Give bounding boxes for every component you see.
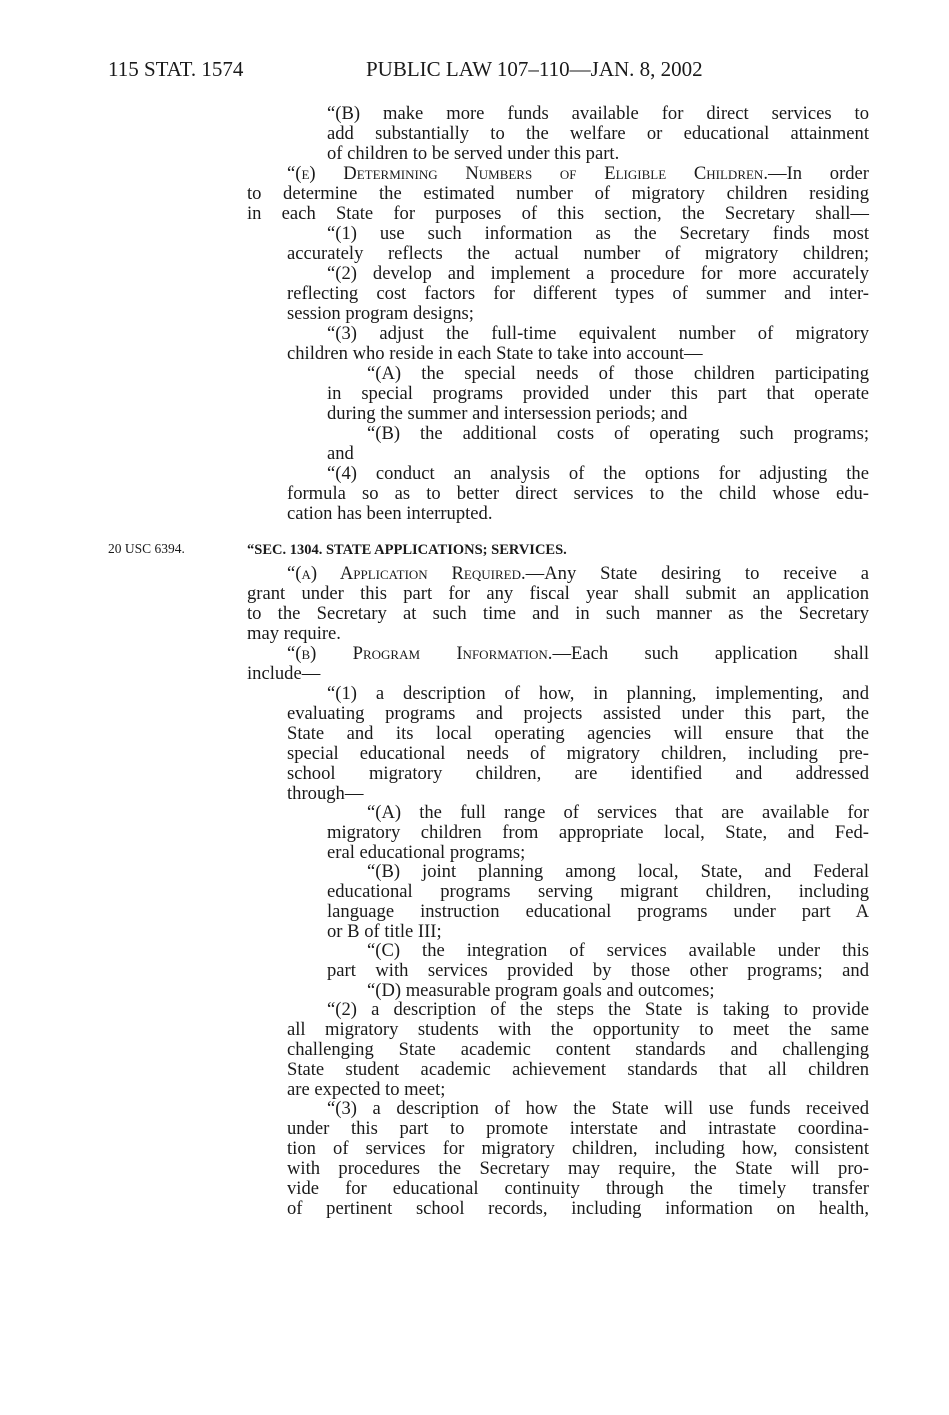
subsection-b-heading: “(b) Program Information. bbox=[287, 643, 553, 664]
text-line: are expected to meet; bbox=[287, 1079, 446, 1100]
text-line: “(A) the full range of services that are available for bbox=[367, 802, 869, 823]
text-run: —Any State desiring to receive a bbox=[525, 563, 869, 584]
text-line: challenging State academic content standards and challenging bbox=[287, 1039, 869, 1060]
text-line: State student academic achievement standards that all children bbox=[287, 1059, 869, 1080]
text-line: evaluating programs and projects assisted under this part, the bbox=[287, 703, 869, 724]
text-line: school migratory children, are identified and addressed bbox=[287, 763, 869, 784]
text-line: migratory children from appropriate local, State, and Fed- bbox=[327, 822, 869, 843]
section-heading: “SEC. 1304. STATE APPLICATIONS; SERVICES. bbox=[247, 542, 567, 558]
text-line: of children to be served under this part. bbox=[327, 143, 620, 164]
subsection-b-heading-line bbox=[287, 644, 869, 664]
text-line: “(B) the additional costs of operating such programs; bbox=[367, 423, 869, 444]
text-line: “(3) a description of how the State will use funds received bbox=[327, 1098, 869, 1119]
text-line: during the summer and intersession periods; and bbox=[327, 403, 688, 424]
text-line: reflecting cost factors for different types of summer and inter- bbox=[287, 283, 869, 304]
text-line: “(B) joint planning among local, State, and Federal bbox=[367, 861, 869, 882]
text-line: “(2) a description of the steps the State is taking to provide bbox=[327, 999, 869, 1020]
text-line: to determine the estimated number of migratory children residing bbox=[247, 183, 869, 204]
text-line: or B of title III; bbox=[327, 921, 442, 942]
page-number: 115 STAT. 1574 bbox=[108, 57, 244, 81]
law-title: PUBLIC LAW 107–110—JAN. 8, 2002 bbox=[366, 57, 703, 81]
text-line: all migratory students with the opportunity to meet the same bbox=[287, 1019, 869, 1040]
text-line: special educational needs of migratory children, including pre- bbox=[287, 743, 869, 764]
text-line: “(A) the special needs of those children participating bbox=[367, 363, 869, 384]
text-line: accurately reflects the actual number of migratory children; bbox=[287, 243, 869, 264]
text-line: through— bbox=[287, 783, 364, 804]
text-line: tion of services for migratory children, including how, consistent bbox=[287, 1138, 869, 1159]
text-line: include— bbox=[247, 663, 321, 684]
text-line: part with services provided by those other programs; and bbox=[327, 960, 869, 981]
text-line: with procedures the Secretary may require, the State will pro- bbox=[287, 1158, 869, 1179]
text-line: of pertinent school records, including information on health, bbox=[287, 1198, 869, 1219]
text-line: cation has been interrupted. bbox=[287, 503, 493, 524]
text-line: children who reside in each State to take into account— bbox=[287, 343, 703, 364]
text-line: in each State for purposes of this section, the Secretary shall— bbox=[247, 203, 869, 224]
text-line: in special programs provided under this part that operate bbox=[327, 383, 869, 404]
text-line: eral educational programs; bbox=[327, 842, 526, 863]
text-line: educational programs serving migrant children, including bbox=[327, 881, 869, 902]
text-line: “(D) measurable program goals and outcomes; bbox=[367, 980, 715, 1001]
text-line: “(2) develop and implement a procedure for more accurately bbox=[327, 263, 869, 284]
text-line: “(B) make more funds available for direct services to bbox=[327, 103, 869, 124]
text-line: “(1) a description of how, in planning, implementing, and bbox=[327, 683, 869, 704]
subsection-e-heading-line bbox=[287, 164, 869, 184]
usc-margin-note: 20 USC 6394. bbox=[108, 541, 185, 556]
text-line: may require. bbox=[247, 623, 341, 644]
text-line: vide for educational continuity through the timely transfer bbox=[287, 1178, 869, 1199]
text-line: formula so as to better direct services to the child whose edu- bbox=[287, 483, 869, 504]
text-line: State and its local operating agencies will ensure that the bbox=[287, 723, 869, 744]
text-run: —In order bbox=[767, 163, 869, 184]
text-line: “(1) use such information as the Secretary finds most bbox=[327, 223, 869, 244]
text-line: language instruction educational programs under part A bbox=[327, 901, 869, 922]
text-line: grant under this part for any fiscal year shall submit an application bbox=[247, 583, 869, 604]
text-line: to the Secretary at such time and in such manner as the Secretary bbox=[247, 603, 869, 624]
subsection-a-heading-line bbox=[287, 564, 869, 584]
text-line: “(4) conduct an analysis of the options for adjusting the bbox=[327, 463, 869, 484]
subsection-e-heading: “(e) Determining Numbers of Eligible Children. bbox=[287, 163, 768, 184]
text-line: add substantially to the welfare or educational attainment bbox=[327, 123, 869, 144]
text-line: under this part to promote interstate and intrastate coordina- bbox=[287, 1118, 869, 1139]
subsection-a-heading: “(a) Application Required. bbox=[287, 563, 526, 584]
text-line: “(C) the integration of services available under this bbox=[367, 940, 869, 961]
text-line: session program designs; bbox=[287, 303, 474, 324]
text-line: and bbox=[327, 443, 354, 464]
text-line: “(3) adjust the full-time equivalent number of migratory bbox=[327, 323, 869, 344]
text-run: —Each such application shall bbox=[552, 643, 869, 664]
